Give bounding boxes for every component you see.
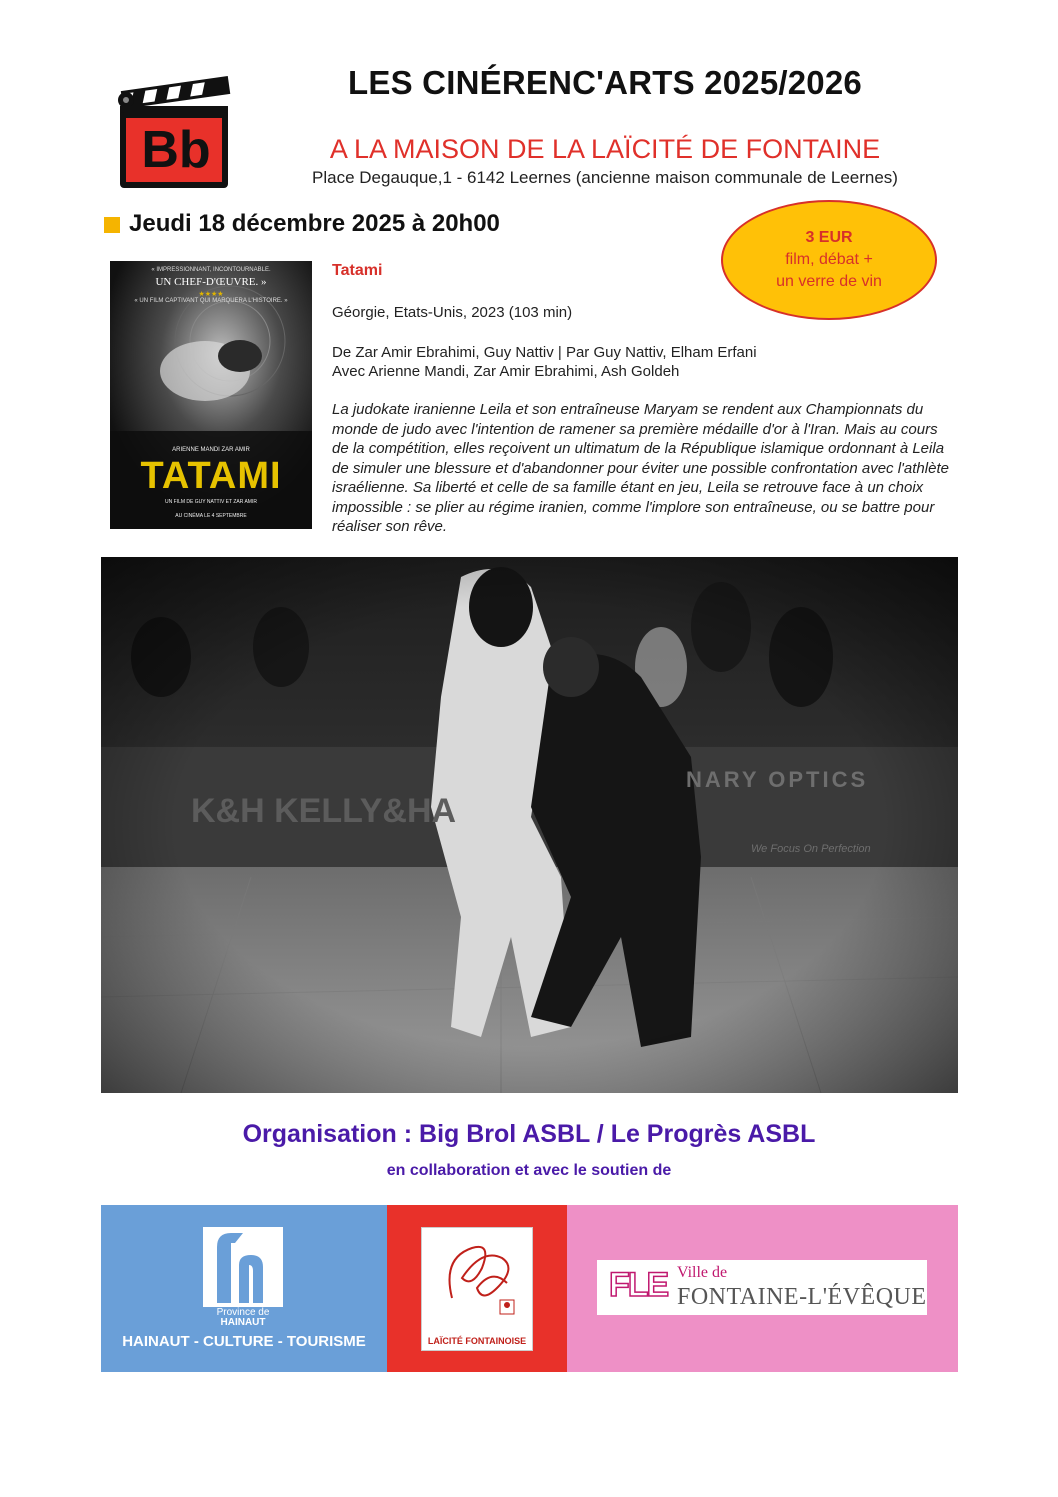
fontaine-mark-icon: FLE [609, 1266, 668, 1304]
laicite-caption: LAÏCITÉ FONTAINOISE [427, 1336, 527, 1346]
price-line-2: un verre de vin [776, 273, 882, 290]
poster-actors: ARIENNE MANDI ZAR AMIR [172, 447, 250, 453]
photo-banner-right: NARY OPTICS [686, 767, 869, 792]
logo-text: Bb [141, 121, 211, 179]
laicite-signature-icon [422, 1228, 532, 1328]
sponsors-strip [101, 1205, 958, 1372]
film-synopsis: La judokate iranienne Leila et son entraîneuse Maryam se rendent aux Championnats du monde de judo avec l'intention de ramener sa première médaille d'or à l'Iran. Mais au cours de la compétition, elles reçoivent un ultimatum de la République islamique ordonnant à Leila de simuler une blessure et d'abandonner pour éviter une possible confrontation avec l'athlète israélienne. Sa liberté et celle de sa famille étant en jeu, Leila se retrouve face à un choix impossible : se plier au régime iranien, comme l'implore son entraîneuse, ou se battre pour réaliser son rêve. [332, 401, 949, 535]
hainaut-logo [203, 1227, 283, 1327]
photo-banner-tagline: We Focus On Perfection [751, 843, 871, 855]
photo-banner-left: K&H KELLY&HA [191, 792, 457, 830]
poster-quote-1b: UN CHEF-D'ŒUVRE. » [155, 276, 267, 288]
film-title: Tatami [332, 262, 383, 279]
poster-stars: ★★★★ [198, 291, 224, 298]
price-badge [721, 200, 937, 320]
organisation-title: Organisation : Big Brol ASBL / Le Progrès ASBL [242, 1120, 816, 1148]
poster-quote-2: « UN FILM CAPTIVANT QUI MARQUERA L'HISTOIRE. » [134, 298, 288, 304]
fontaine-logo [597, 1260, 927, 1315]
film-directors: De Zar Amir Ebrahimi, Guy Nattiv | Par Guy Nattiv, Elham Erfani [332, 344, 757, 361]
date-bullet-icon [104, 217, 120, 233]
hainaut-logo-line-1: Province de [216, 1307, 270, 1318]
film-still-photo [101, 557, 958, 1093]
poster-release: AU CINÉMA LE 4 SEPTEMBRE [175, 513, 247, 519]
sponsor-hainaut [101, 1205, 387, 1372]
film-cast: Avec Arienne Mandi, Zar Amir Ebrahimi, Ash Goldeh [332, 363, 680, 380]
sponsor-laicite [387, 1205, 567, 1372]
poster-title: TATAMI [140, 455, 282, 497]
fontaine-small-text: Ville de [677, 1264, 728, 1281]
clapperboard-logo [112, 66, 236, 192]
hainaut-bird-icon [203, 1227, 283, 1307]
venue-address: Place Degauque,1 - 6142 Leernes (ancienne maison communale de Leernes) [312, 168, 898, 187]
film-poster [110, 261, 312, 529]
poster-quote-1: « IMPRESSIONNANT, INCONTOURNABLE. [151, 267, 271, 273]
poster-directors: UN FILM DE GUY NATTIV ET ZAR AMIR [165, 499, 257, 505]
hainaut-caption: HAINAUT - CULTURE - TOURISME [122, 1333, 366, 1350]
collaboration-subtitle: en collaboration et avec le soutien de [386, 1162, 672, 1179]
laicite-logo [421, 1227, 533, 1351]
page-title: LES CINÉRENC'ARTS 2025/2026 [348, 64, 862, 101]
sponsor-fontaine [567, 1205, 958, 1372]
hainaut-logo-line-2: HAINAUT [220, 1317, 266, 1328]
film-credits [332, 343, 757, 381]
event-date: Jeudi 18 décembre 2025 à 20h00 [129, 210, 500, 237]
venue-title: A LA MAISON DE LA LAÏCITÉ DE FONTAINE [329, 134, 881, 164]
price-line-1: film, débat + [785, 251, 873, 268]
price-amount: 3 EUR [805, 229, 853, 246]
fontaine-big-text: FONTAINE-L'ÉVÊQUE [677, 1284, 927, 1310]
film-meta: Géorgie, Etats-Unis, 2023 (103 min) [332, 304, 573, 321]
